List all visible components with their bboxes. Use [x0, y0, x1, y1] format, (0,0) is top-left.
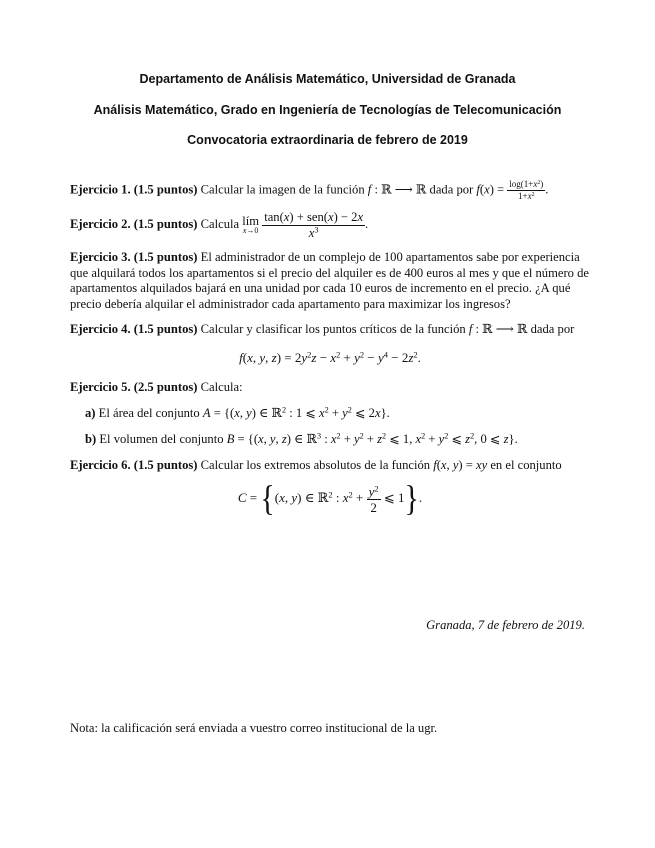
exercise-2-points: (1.5 puntos) — [133, 216, 198, 231]
exercise-2-label: Ejercicio 2. — [70, 216, 131, 231]
exercise-5-item-b: b) El volumen del conjunto B = {(x, y, z) ∈ ℝ$^3$ : $x^2 + y^2 + z^2$ ⩽ 1, $x^2 + y^2$ ⩽ $z^2$, 0 ⩽ z}. — [85, 431, 518, 446]
exercise-5-item-a: a) El área del conjunto A = {(x, y) ∈ ℝ$^2$ : 1 ⩽ $x^2 + y^2$ ⩽ 2x}. — [85, 405, 390, 420]
exercise-5-b-label: b) — [85, 432, 97, 446]
exercise-2: Ejercicio 2. (1.5 puntos) Calcula lím x→0 $\frac{\text{tan(x) + sen(x) − 2x}}{x^3}$ . — [70, 210, 369, 240]
exercise-1: Ejercicio 1. (1.5 puntos) Calcular la imagen de la función f : ℝ ⟶ ℝ dada por f(x) = $\frac{\log(1+x^2)}{1+x^2}$ . — [70, 179, 549, 201]
exercise-3-points: (1.5 puntos) — [133, 250, 198, 264]
exercise-1-formula: f — [476, 182, 480, 197]
exercise-6-label: Ejercicio 6. — [70, 458, 131, 472]
exercise-4-dada-por: dada por — [530, 322, 575, 336]
exercise-5-text: Calcula: — [200, 380, 243, 394]
exercise-4: Ejercicio 4. (1.5 puntos) Calcular y clasificar los puntos críticos de la función f : ℝ ⟶ ℝ dada por — [70, 322, 575, 336]
exercise-6-points: (1.5 puntos) — [133, 458, 198, 472]
exercise-2-limit: lím x→0 — [242, 213, 260, 236]
exercise-3-label: Ejercicio 3. — [70, 250, 131, 264]
exercise-1-dada-por: dada por — [429, 182, 474, 197]
exercise-5 — [70, 380, 590, 396]
exercise-1-formula-domain: f — [367, 182, 372, 197]
exercise-2-fraction: $\frac{\text{tan(x) + sen(x) − 2x}}{x^3}$ — [264, 210, 364, 240]
exercise-5-a-text: El área del conjunto — [98, 406, 200, 420]
header-exam-call: Convocatoria extraordinaria de febrero de 2019 — [187, 133, 468, 147]
exercise-6-set-formula: C = {(x, y) ∈ ℝ$^2$ : $x^2$ + $\frac{y^2}{2}$ ⩽ 1}. — [237, 478, 423, 519]
exercise-1-text: Calcular la imagen de la función — [200, 182, 365, 197]
exercise-4-text: Calcular y clasificar los puntos críticos de la función — [200, 322, 466, 336]
exercise-4-label: Ejercicio 4. — [70, 322, 131, 336]
exercise-6: Ejercicio 6. (1.5 puntos) Calcular los extremos absolutos de la función f(x, y) = xy en el conjunto — [70, 458, 562, 472]
footer-note: Nota: la calificación será enviada a vuestro correo institucional de la ugr. — [70, 721, 438, 735]
exercise-2-text: Calcula — [200, 216, 240, 231]
exercise-5-a-label: a) — [85, 406, 96, 420]
exercise-3-text: El administrador de un complejo de 100 apartamentos sabe por experiencia que alquilará todos los apartamentos si el precio del alquiler es de 400 euros al mes y que el número de apartamentos alquilados bajará en una unidad por cada 10 euros de incremento en el precio. ¿A qué precio debería alquilar el administrador cada apartamento para maximizar los ingresos? — [70, 250, 589, 311]
exercise-5-label: Ejercicio 5. — [70, 380, 131, 394]
exercise-4-formula: f(x, y, $z) = 2y^2z - x^2 + y^2 - y^4 - 2z^2$. — [239, 349, 421, 365]
header-course: Análisis Matemático, Grado en Ingeniería de Tecnologías de Telecomunicación — [93, 103, 562, 117]
exercise-3 — [70, 250, 590, 312]
exercise-1-fraction: $\frac{\log(1+x^2)}{1+x^2}$ — [509, 179, 544, 201]
exercise-6-tail: en el conjunto — [490, 458, 562, 472]
exercise-5-b-text: El volumen del conjunto — [99, 432, 224, 446]
exercise-1-label: Ejercicio 1. — [70, 182, 131, 197]
exercise-1-points: (1.5 puntos) — [133, 182, 198, 197]
exercise-6-text: Calcular los extremos absolutos de la función — [200, 458, 431, 472]
header-department: Departamento de Análisis Matemático, Universidad de Granada — [139, 72, 516, 86]
exercise-5-points: (2.5 puntos) — [133, 380, 198, 394]
date-signature: Granada, 7 de febrero de 2019. — [426, 618, 585, 632]
exercise-4-points: (1.5 puntos) — [133, 322, 198, 336]
